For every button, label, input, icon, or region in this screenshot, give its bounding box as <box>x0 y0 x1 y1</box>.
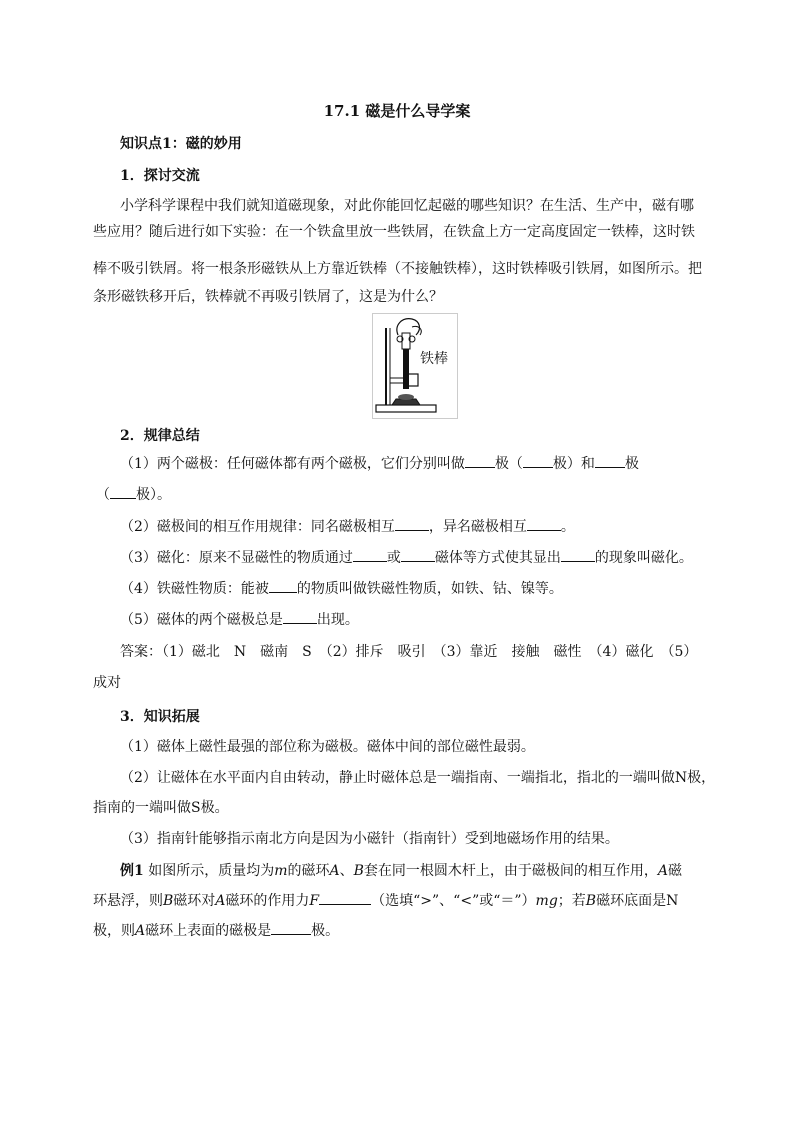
rule-5-line <box>120 607 359 633</box>
example-text: ；若 <box>557 893 586 909</box>
rule-text: 。 <box>560 519 575 535</box>
example-text: 的磁环 <box>287 863 330 879</box>
example-text: 极，则 <box>93 923 135 939</box>
paragraph-line: 些应用？随后进行如下实验：在一个铁盒里放一些铁屑，在铁盒上方一定高度固定一铁棒，这时铁 <box>93 224 695 240</box>
rule-1-line <box>120 451 639 477</box>
rule-text: 极）和 <box>552 456 595 472</box>
example-var: B <box>353 863 364 879</box>
example-var: mg <box>535 893 558 909</box>
rule-text: 的现象叫磁化。 <box>594 550 693 566</box>
rule-text: 极）。 <box>136 487 171 503</box>
answer-blank[interactable] <box>527 514 561 531</box>
example-var: A <box>657 863 669 879</box>
rule-text: 或 <box>386 550 401 566</box>
example-var: B <box>163 893 174 909</box>
example-text: 磁环对 <box>173 893 216 909</box>
example-text: （选填“>”、“<”或“＝”） <box>371 893 536 909</box>
example-line-2 <box>93 888 678 914</box>
rule-text: （1）两个磁极：任何磁体都有两个磁极，它们分别叫做 <box>120 456 465 472</box>
example-var: A <box>329 863 340 879</box>
extension-line: （1）磁体上磁性最强的部位称为磁极。磁体中间的部位磁性最弱。 <box>120 739 535 755</box>
answer-line: 答案：（1）磁北 N 磁南 S （2）排斥 吸引 （3）靠近 接触 磁性 （4）磁化 （5） <box>120 644 698 660</box>
rule-3-line <box>120 545 693 571</box>
answer-blank[interactable] <box>401 545 435 562</box>
answer-line: 成对 <box>93 675 121 691</box>
answer-blank[interactable] <box>395 514 429 531</box>
example-var: F <box>309 893 320 909</box>
rule-text: （4）铁磁性物质：能被 <box>120 581 269 597</box>
example-label: 例1 <box>120 863 144 879</box>
rod-label: 铁棒 <box>420 350 448 366</box>
section-extension-heading: 3．知识拓展 <box>120 709 200 725</box>
answer-blank[interactable] <box>523 451 553 468</box>
example-line-1 <box>120 858 682 884</box>
extension-line: 指南的一端叫做S极。 <box>93 800 229 816</box>
rule-text: 极（ <box>494 456 523 472</box>
example-var: m <box>274 863 288 879</box>
example-text: 、 <box>339 863 354 879</box>
example-text: 环悬浮，则 <box>93 893 163 909</box>
answer-blank[interactable] <box>319 888 371 905</box>
knowledge-point-heading: 知识点1：磁的妙用 <box>120 136 242 152</box>
answer-blank[interactable] <box>269 576 297 593</box>
page-title: 17.1 磁是什么导学案 <box>323 102 471 120</box>
rule-text: 磁体等方式使其显出 <box>434 550 561 566</box>
answer-blank[interactable] <box>595 451 625 468</box>
example-var: A <box>135 923 146 939</box>
paragraph-line: 棒不吸引铁屑。将一根条形磁铁从上方靠近铁棒（不接触铁棒），这时铁棒吸引铁屑，如图所示。把 <box>93 261 702 277</box>
answer-blank[interactable] <box>110 482 136 499</box>
example-text: 磁环上表面的磁极是 <box>145 923 272 939</box>
example-text: 套在同一根圆木杆上，由于磁极间的相互作用， <box>363 863 658 879</box>
paragraph-line: 条形磁铁移开后，铁棒就不再吸引铁屑了，这是为什么？ <box>93 289 443 305</box>
example-line-3 <box>93 918 339 944</box>
answer-blank[interactable] <box>561 545 595 562</box>
example-var: A <box>215 893 226 909</box>
answer-blank[interactable] <box>353 545 387 562</box>
example-text: 极。 <box>311 923 340 939</box>
rule-text: （3）磁化：原来不显磁性的物质通过 <box>120 550 353 566</box>
example-text: 磁 <box>668 863 683 879</box>
extension-line: （2）让磁体在水平面内自由转动，静止时磁体总是一端指南、一端指北，指北的一端叫做N极， <box>120 770 716 786</box>
example-var: B <box>585 893 597 909</box>
answer-blank[interactable] <box>271 918 311 935</box>
rule-text: （2）磁极间的相互作用规律：同名磁极相互 <box>120 519 395 535</box>
extension-line: （3）指南针能够指示南北方向是因为小磁针（指南针）受到地磁场作用的结果。 <box>120 831 619 847</box>
rule-text: （5）磁体的两个磁极总是 <box>120 612 283 628</box>
section-discussion-heading: 1．探讨交流 <box>120 168 200 184</box>
rule-1-continuation <box>96 482 171 508</box>
rule-text: ，异名磁极相互 <box>428 519 527 535</box>
answer-blank[interactable] <box>283 607 317 624</box>
rule-text: 出现。 <box>316 612 359 628</box>
example-text: 如图所示，质量均为 <box>148 863 275 879</box>
iron-rod-figure <box>372 313 458 419</box>
rule-2-line <box>120 514 575 540</box>
example-text: 磁环的作用力 <box>225 893 310 909</box>
rule-4-line <box>120 576 563 602</box>
section-summary-heading: 2．规律总结 <box>120 428 200 444</box>
rule-text: （ <box>96 487 110 503</box>
example-text: 磁环底面是N <box>596 893 679 909</box>
rule-text: 的物质叫做铁磁性物质，如铁、钴、镍等。 <box>296 581 563 597</box>
rule-text: 极 <box>624 456 639 472</box>
paragraph-line: 小学科学课程中我们就知道磁现象，对此你能回忆起磁的哪些知识？在生活、生产中，磁有哪 <box>120 198 694 214</box>
answer-blank[interactable] <box>465 451 495 468</box>
